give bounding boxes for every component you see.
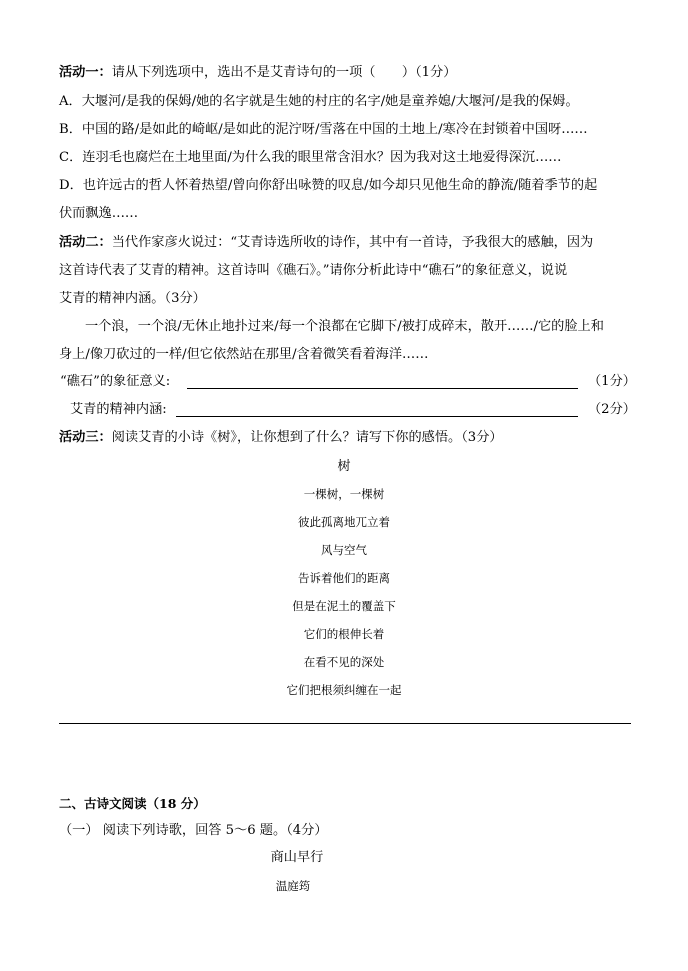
activity2-label: 活动二： (59, 235, 112, 250)
shangshan-poem-title: 商山早行 (270, 850, 324, 865)
activity2-excerpt-2: 身上/像刀砍过的一样/但它依然站在那里/含着微笑看着海洋…… (59, 347, 429, 362)
activity2-line-3: 艾青的精神内涵。（3分） (59, 291, 206, 306)
activity1-label: 活动一： (59, 65, 112, 80)
activity3-label: 活动三： (59, 430, 112, 445)
activity1-option-b: B．中国的路/是如此的崎岖/是如此的泥泞呀/雪落在中国的土地上/寒冷在封锁着中国呀…… (59, 122, 588, 137)
blank2-answer-line[interactable] (176, 415, 578, 417)
answer-rule-line[interactable] (59, 723, 631, 724)
activity1-question: 请从下列选项中，选出不是艾青诗句的一项（ ）（1分） (111, 65, 457, 80)
tree-poem-line-4: 告诉着他们的距离 (298, 571, 390, 585)
activity1-option-c: C．连羽毛也腐烂在土地里面/为什么我的眼里常含泪水？因为我对这土地爱得深沉…… (59, 150, 562, 165)
activity3-question-line (59, 429, 503, 447)
tree-poem-line-6: 它们的根伸长着 (303, 627, 385, 641)
tree-poem-line-2: 彼此孤离地兀立着 (298, 515, 390, 529)
blank2-label: 艾青的精神内涵: (70, 402, 167, 417)
blank2-score: （2分） (588, 402, 636, 417)
section2-heading: 二、古诗文阅读（18 分） (59, 796, 206, 811)
section2-subheading: （一） 阅读下列诗歌，回答 5～6 题。（4分） (59, 823, 328, 838)
activity2-excerpt-1: 一个浪，一个浪/无休止地扑过来/每一个浪都在它脚下/被打成碎末，散开……/它的脸上和 (85, 319, 604, 334)
activity1-question-line (59, 64, 456, 82)
activity2-line-2: 这首诗代表了艾青的精神。这首诗叫《礁石》。”请你分析此诗中“礁石”的象征意义，说说 (59, 263, 568, 278)
tree-poem-line-7: 在看不见的深处 (303, 655, 385, 669)
blank1-answer-line[interactable] (187, 387, 578, 389)
blank1-label: “礁石”的象征意义: (60, 374, 171, 389)
activity3-question: 阅读艾青的小诗《树》，让你想到了什么？请写下你的感悟。（3分） (111, 430, 503, 445)
tree-poem-line-1: 一棵树，一棵树 (303, 487, 385, 501)
shangshan-poem-author: 温庭筠 (275, 879, 311, 893)
activity1-option-d: D．也许远古的哲人怀着热望/曾向你舒出咏赞的叹息/如今却只见他生命的静流/随着季节的起 (59, 178, 598, 193)
activity1-option-d-cont: 伏而飘逸…… (59, 206, 139, 221)
tree-poem-line-8: 它们把根须纠缠在一起 (286, 683, 402, 697)
activity1-option-a: A．大堰河/是我的保姆/她的名字就是生她的村庄的名字/她是童养媳/大堰河/是我的保姆。 (59, 94, 579, 109)
activity2-line-1 (59, 234, 593, 252)
tree-poem-title: 树 (337, 459, 351, 474)
activity2-text-1: 当代作家彦火说过：“艾青诗选所收的诗作，其中有一首诗，予我很大的感触，因为 (111, 235, 594, 250)
tree-poem-line-3: 风与空气 (321, 543, 367, 557)
tree-poem-line-5: 但是在泥土的覆盖下 (292, 599, 396, 613)
blank1-score: （1分） (588, 374, 636, 389)
